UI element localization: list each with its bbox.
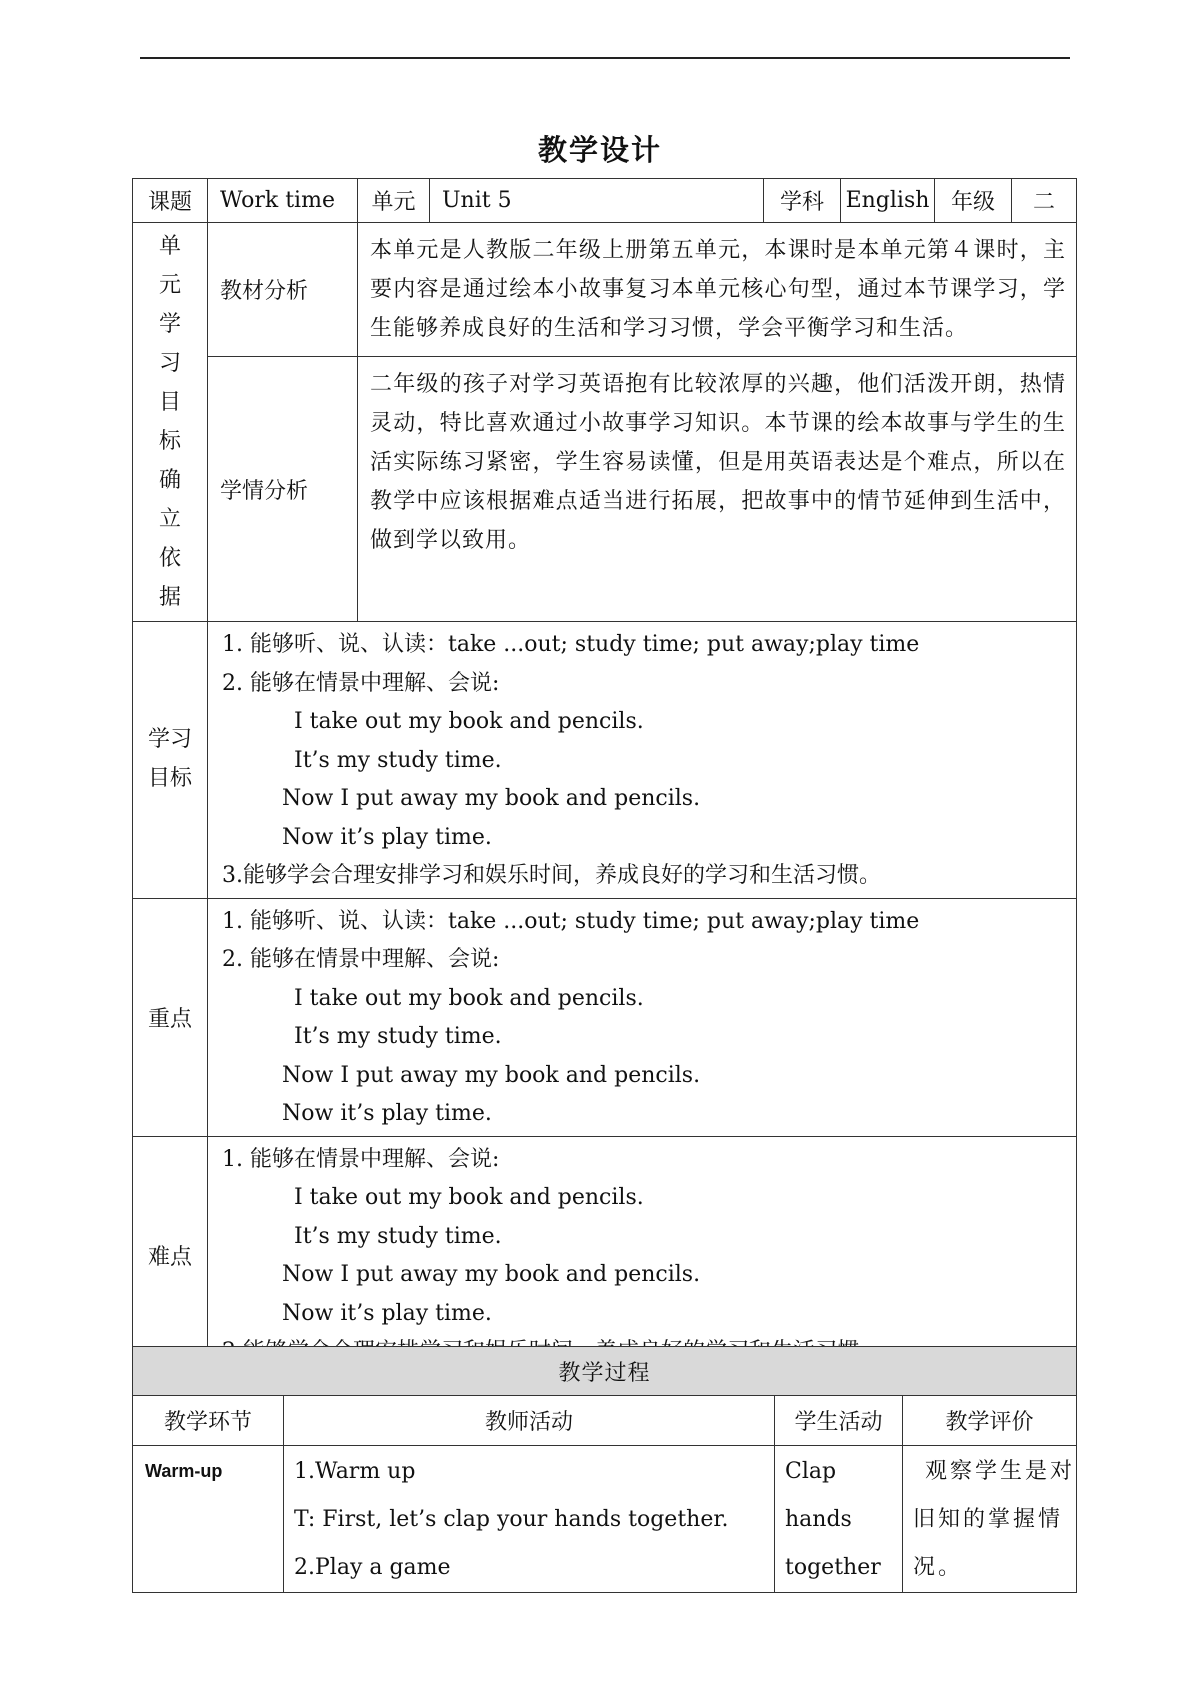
- key-point-line: I take out my book and pencils.: [294, 985, 644, 1011]
- step-name: Warm-up: [145, 1461, 223, 1481]
- process-heading: 教学过程: [133, 1347, 1077, 1396]
- difficulties-row: [133, 1136, 1077, 1374]
- student-row: [133, 357, 1077, 622]
- objectives-content: [208, 622, 1077, 899]
- student-analysis-label: 学情分析: [208, 357, 358, 622]
- basis-label: 单 元 学 习 目 标 确 立 依 据: [133, 223, 208, 622]
- key-point-line: 1. 能够听、说、认读：take ...out; study time; put away;play time: [222, 908, 920, 934]
- subject-value: English: [841, 179, 935, 223]
- col-header-eval: 教学评价: [903, 1396, 1077, 1446]
- col-header-student: 学生活动: [775, 1396, 903, 1446]
- student-activity-line: together: [785, 1555, 881, 1580]
- evaluation-cell: [903, 1446, 1077, 1593]
- subject-label: 学科: [764, 179, 841, 223]
- col-header-teacher: 教师活动: [284, 1396, 775, 1446]
- process-header-row: [133, 1396, 1077, 1446]
- objectives-label: 学习 目标: [133, 622, 208, 899]
- process-row-warmup: [133, 1446, 1077, 1593]
- student-analysis-text: 二年级的孩子对学习英语抱有比较浓厚的兴趣，他们活泼开朗，热情灵动，特比喜欢通过小故事学习知识。本节课的绘本故事与学生的生活实际练习紧密，学生容易读懂，但是用英语表达是个难点，所以在教学中应该根据难点适当进行拓展，把故事中的情节延伸到生活中，做到学以致用。: [358, 357, 1077, 622]
- evaluation-line: 观察学生是对: [925, 1459, 1076, 1484]
- objective-line: I take out my book and pencils.: [294, 709, 644, 734]
- topic-value: Work time: [208, 179, 358, 223]
- col-header-step: 教学环节: [133, 1396, 284, 1446]
- step-cell: [133, 1446, 284, 1593]
- lesson-info-table: [132, 178, 1077, 1375]
- key-points-row: [133, 898, 1077, 1136]
- key-points-content: [208, 898, 1077, 1136]
- teacher-activity-line: T: First, let’s clap your hands together.: [294, 1507, 729, 1532]
- objectives-row: [133, 622, 1077, 899]
- objective-line: 1. 能够听、说、认读：take ...out; study time; put away;play time: [222, 632, 920, 657]
- info-row: [133, 179, 1077, 223]
- key-points-label: 重点: [133, 898, 208, 1136]
- student-activity-cell: [775, 1446, 903, 1593]
- teacher-activity-cell: [284, 1446, 775, 1593]
- material-row: [133, 223, 1077, 357]
- objective-line: 3.能够学会合理安排学习和娱乐时间，养成良好的学习和生活习惯。: [222, 863, 881, 888]
- key-point-line: Now I put away my book and pencils.: [282, 1062, 701, 1088]
- teaching-process-table: [132, 1346, 1077, 1593]
- unit-label: 单元: [358, 179, 430, 223]
- difficulties-content: [208, 1136, 1077, 1374]
- objective-line: Now it’s play time.: [282, 824, 492, 850]
- objective-line: It’s my study time.: [294, 747, 502, 773]
- teacher-activity-line: 1.Warm up: [294, 1459, 416, 1484]
- key-point-line: It’s my study time.: [294, 1024, 502, 1049]
- student-activity-line: hands: [785, 1507, 852, 1532]
- topic-label: 课题: [133, 179, 208, 223]
- objective-line: Now I put away my book and pencils.: [282, 786, 701, 811]
- process-heading-row: [133, 1347, 1077, 1396]
- material-analysis-label: 教材分析: [208, 223, 358, 357]
- difficulty-line: 1. 能够在情景中理解、会说:: [222, 1146, 500, 1172]
- evaluation-line: 况。: [913, 1555, 964, 1580]
- unit-value: Unit 5: [430, 179, 764, 223]
- difficulties-label: 难点: [133, 1136, 208, 1374]
- page-title: 教学设计: [537, 133, 662, 167]
- difficulty-line: It’s my study time.: [294, 1223, 502, 1249]
- difficulty-line: Now I put away my book and pencils.: [282, 1262, 701, 1287]
- material-analysis-text: 本单元是人教版二年级上册第五单元，本课时是本单元第４课时，主要内容是通过绘本小故事复习本单元核心句型，通过本节课学习，学生能够养成良好的生活和学习习惯，学会平衡学习和生活。: [358, 223, 1077, 357]
- teacher-activity-line: 2.Play a game: [294, 1555, 451, 1580]
- key-point-line: Now it’s play time.: [282, 1101, 492, 1126]
- key-point-line: 2. 能够在情景中理解、会说:: [222, 947, 500, 972]
- grade-value: 二: [1012, 179, 1077, 223]
- difficulty-line: Now it’s play time.: [282, 1300, 492, 1326]
- header-rule: [140, 57, 1070, 59]
- grade-label: 年级: [935, 179, 1012, 223]
- difficulty-line: I take out my book and pencils.: [294, 1185, 644, 1210]
- objective-line: 2. 能够在情景中理解、会说:: [222, 670, 500, 696]
- student-activity-line: Clap: [785, 1459, 837, 1484]
- evaluation-line: 旧知的掌握情: [913, 1507, 1064, 1532]
